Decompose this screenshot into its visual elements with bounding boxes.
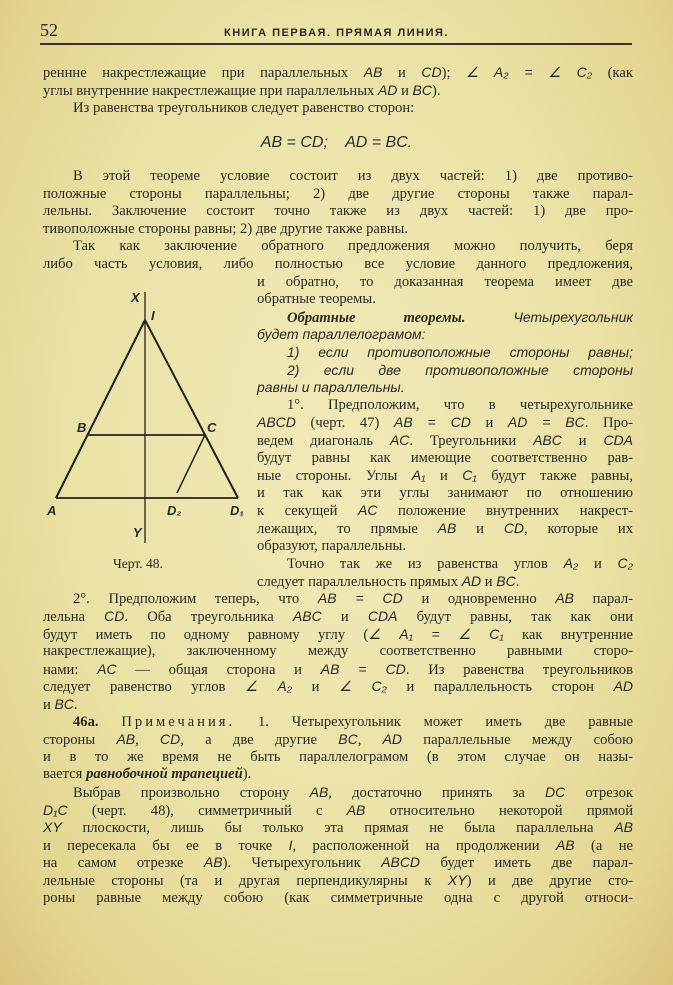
text-run: будут иметь по одному равному углу (	[43, 626, 369, 643]
math-expression: BC	[496, 572, 516, 589]
text-run: роны равные между собою (как симметричные одна с другой относи-	[43, 889, 633, 906]
math-expression: AB = CD	[393, 414, 471, 431]
text-run: ). Четырехугольник	[222, 855, 382, 872]
math-expression: I	[288, 836, 293, 853]
text-run: лельна	[43, 609, 105, 625]
label-b: B	[77, 420, 87, 435]
text-run: реннне накрестлежащие при параллельных	[43, 65, 364, 81]
text-run: ,	[135, 732, 161, 749]
text-run: параллельные между собою	[402, 732, 633, 749]
label-i: I	[151, 308, 155, 323]
text-run: и одновременно	[402, 591, 556, 608]
text-run: и	[292, 679, 340, 696]
text-run: . Про-	[584, 415, 634, 432]
text-run: нами:	[43, 661, 98, 678]
text-run: положение внутренних накрест-	[377, 503, 634, 520]
math-expression: AB	[363, 64, 383, 80]
label-d2: D₂	[167, 503, 182, 518]
math-expression: AB	[116, 731, 136, 748]
text-run: будут равны, так как они	[397, 609, 633, 625]
math-expression: A₂	[563, 555, 579, 572]
math-expression: ABC	[533, 432, 562, 448]
text-run: Из равенства треугольников следует равенство сторон:	[73, 100, 415, 116]
math-expression: ABCD	[257, 414, 296, 431]
text-run: , достаточно принять за	[328, 785, 545, 801]
text-run: образуют, параллельны.	[257, 537, 406, 554]
text-run: и	[561, 433, 604, 449]
text-run: ведем диагональ	[257, 433, 390, 449]
math-expression: C₁	[462, 467, 477, 484]
math-expression: 2) если две противоположные стороны	[287, 361, 633, 378]
math-expression: CD	[104, 608, 125, 624]
side-left	[56, 320, 145, 498]
text-run: отрезок	[565, 785, 633, 801]
emphasis-text: Примечания.	[121, 713, 236, 730]
text-run: тивоположные стороны равны; 2) две другие также равны.	[43, 220, 409, 237]
text-run: к секущей	[257, 503, 359, 520]
text-run: . Треугольники	[409, 433, 534, 449]
text-run: вается	[43, 766, 87, 783]
text-run: ,	[357, 732, 383, 749]
math-expression: CDA	[367, 608, 398, 624]
text-run: ) и две другие сто-	[466, 873, 634, 889]
text-run: накрестлежащие), заключенному между соответственно равными сторо-	[43, 643, 633, 660]
math-expression: BC	[338, 731, 358, 748]
text-run: 2°. Предположим теперь, что	[73, 591, 318, 608]
math-expression: D₁C	[43, 801, 68, 818]
text-run: и	[43, 697, 55, 713]
math-expression: AB	[309, 784, 329, 800]
text-run: (черт. 47)	[295, 415, 394, 432]
formula: AB = CD; AD = BC.	[260, 134, 413, 151]
side-right	[145, 320, 238, 498]
math-expression: CD	[160, 731, 181, 748]
text-run: , а две другие	[180, 732, 339, 749]
math-expression: AB = CD	[317, 590, 403, 607]
text-run: либо часть условия, либо полностью все условие данного предложения,	[43, 256, 633, 272]
text-run: и	[481, 573, 497, 590]
math-expression: XY	[43, 819, 62, 836]
text-run: следует параллельность прямых	[257, 573, 462, 590]
text-run: лежащих, то прямые	[257, 521, 438, 537]
text-run: Выбрав произвольно сторону	[73, 785, 310, 801]
math-expression: AC	[358, 502, 378, 519]
text-run: .	[515, 573, 520, 590]
text-run: , расположенной на продолжении	[292, 837, 556, 854]
text-run: Так как заключение обратного предложения можно получить, беря	[73, 238, 633, 255]
math-expression: BC	[412, 82, 432, 98]
text-run: . Из равенства треугольников	[405, 661, 633, 678]
page-number: 52	[40, 20, 58, 40]
text-run: (а не	[574, 837, 634, 854]
math-expression: XY	[447, 872, 467, 888]
text-run: — общая сторона и	[116, 661, 321, 678]
math-expression: AB	[203, 854, 223, 871]
math-expression: ∠ A₂ = ∠ C₂	[466, 64, 593, 80]
text-run: (черт. 48), симметричный с	[67, 802, 347, 819]
math-expression: 1) если противоположные стороны равны;	[287, 344, 633, 360]
text-run: Точно так же из равенства углов	[287, 556, 564, 573]
text-run: углы внутренние накрестлежащие при параллельных	[43, 83, 378, 99]
text-run: 1. Четырехугольник может иметь две равные	[235, 713, 633, 730]
running-title: КНИГА ПЕРВАЯ. ПРЯМАЯ ЛИНИЯ.	[224, 27, 449, 39]
text-run: на самом отрезке	[43, 855, 204, 872]
math-expression: A₁	[411, 467, 426, 484]
text-run: плоскости, лишь бы только эта прямая не была параллельна	[61, 820, 615, 837]
math-expression: Четырехугольник	[513, 308, 633, 325]
math-expression: ABCD	[381, 854, 421, 871]
text-run: ).	[431, 83, 441, 99]
text-run: положные стороны параллельны; 2) две другие стороны также парал-	[43, 185, 633, 202]
math-expression: ∠ A₂	[245, 678, 293, 695]
text-run: , которые их	[524, 521, 633, 537]
math-expression: AD	[461, 572, 482, 589]
emphasis-text: Обратные теоремы.	[287, 309, 466, 326]
text-run: .	[73, 697, 78, 713]
text-run: лельны. Заключение состоит точно также из двух частей: 1) две про-	[43, 203, 633, 220]
text-run: и	[321, 609, 368, 625]
math-expression: ABC	[292, 608, 322, 624]
emphasis-text: равнобочной трапецией	[86, 766, 243, 783]
text-run: стороны	[43, 732, 117, 749]
math-expression: ∠ A₁ = ∠ C₁	[368, 625, 504, 642]
text-run: следует равенство углов	[43, 679, 246, 696]
math-expression: AB	[437, 520, 457, 536]
math-expression: AC	[97, 660, 117, 677]
math-expression: AD	[377, 82, 398, 98]
text-run: В этой теореме условие состоит из двух частей: 1) две противо-	[73, 168, 633, 184]
math-expression: равны и параллельны.	[257, 379, 405, 396]
text-run: и пересекала бы ее в точке	[43, 837, 289, 854]
text-run: ).	[242, 766, 252, 783]
text-run: );	[441, 65, 467, 81]
label-d1: D₁	[230, 503, 244, 518]
math-expression: AD	[382, 731, 403, 748]
text-run: как внутренние	[503, 626, 633, 643]
math-expression: AB	[346, 801, 366, 818]
math-expression: будет параллелограмом:	[257, 326, 426, 343]
text-run: и	[456, 521, 504, 537]
math-expression: CDA	[603, 432, 633, 448]
label-a: A	[47, 503, 57, 518]
math-expression: AB	[614, 819, 633, 836]
text-run: будет иметь две парал-	[420, 855, 634, 872]
math-expression: C₂	[617, 555, 633, 572]
text-run: и параллельность сторон	[386, 679, 614, 696]
segment-cd2	[177, 435, 205, 493]
emphasis-text: 46а.	[73, 713, 99, 730]
text-run: будут также равны,	[476, 468, 633, 485]
math-expression: AB = CD	[320, 660, 406, 677]
text-run: и так как эти углы занимают по отношению	[257, 484, 633, 501]
text-run: ные стороны. Углы	[257, 468, 412, 485]
math-expression: AD = BC	[507, 414, 585, 431]
math-expression: CD	[503, 520, 525, 536]
figure-caption: Черт. 48.	[113, 556, 163, 571]
text-run: обратные теоремы.	[257, 291, 376, 308]
text-run: и	[382, 65, 422, 81]
math-expression: CD	[421, 64, 442, 80]
text-run: и	[578, 556, 618, 573]
text-run: (как	[592, 65, 633, 81]
math-expression: ∠ C₂	[339, 678, 387, 695]
math-expression: AB	[555, 836, 575, 853]
text-run: и	[470, 415, 508, 432]
text-run: лельные стороны (та и другая перпендикулярны к	[43, 873, 448, 889]
label-c: C	[207, 420, 217, 435]
text-run: 1°. Предположим, что в четырехугольнике	[287, 396, 633, 413]
text-run: и в то же время не быть параллелограмом (в этом случае он назы-	[43, 748, 633, 765]
text-run: будут равны как имеющие соответственно рав-	[257, 449, 633, 466]
text-run: и	[425, 468, 463, 485]
math-expression: BC	[54, 696, 74, 712]
math-expression: AB	[555, 590, 574, 607]
text-run: и обратно, то доказанная теорема имеет две	[257, 273, 633, 290]
math-expression: AC	[389, 432, 410, 448]
text-run: и	[397, 83, 413, 99]
label-x: X	[131, 290, 140, 305]
text-run: . Оба треугольника	[124, 609, 293, 625]
label-y: Y	[133, 525, 142, 540]
text-run: парал-	[574, 591, 634, 608]
math-expression: DC	[544, 784, 566, 800]
math-expression: AD	[613, 678, 634, 695]
text-run: относительно некоторой прямой	[365, 802, 634, 819]
